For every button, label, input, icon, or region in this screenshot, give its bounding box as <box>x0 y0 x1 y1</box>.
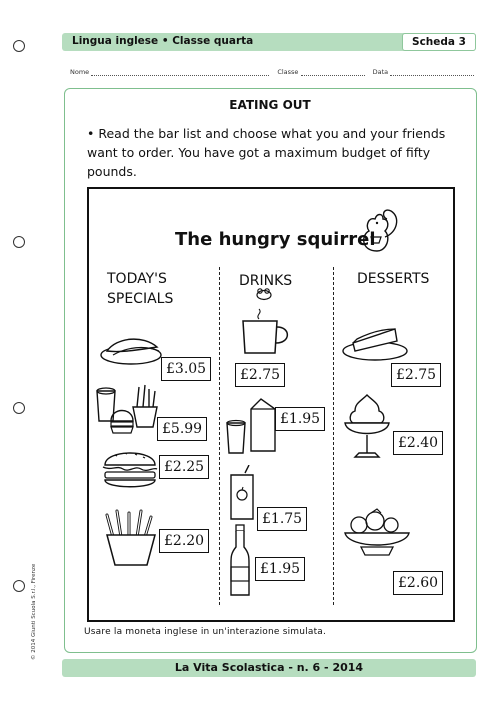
menu-title: The hungry squirrel <box>175 229 376 250</box>
magazine-footer: La Vita Scolastica - n. 6 - 2014 <box>62 659 476 677</box>
milk-carton-icon <box>223 395 279 457</box>
instruction-text: • Read the bar list and choose what you and your friends want to order. You have got a maximum budget of fifty pounds. <box>87 126 446 179</box>
student-fields <box>70 68 475 76</box>
pie-slice-icon <box>339 319 409 363</box>
binder-hole <box>13 402 25 414</box>
class-label: Classe <box>277 68 299 76</box>
date-label: Data <box>372 68 389 76</box>
desserts-heading: DESSERTS <box>357 271 430 287</box>
price-tag: £2.60 <box>393 571 443 595</box>
column-divider <box>333 267 334 605</box>
price-tag: £5.99 <box>157 417 207 441</box>
specials-heading-line1: TODAY'S <box>107 271 167 287</box>
price-tag: £1.95 <box>275 407 325 431</box>
burrito-icon <box>97 329 167 369</box>
name-label: Nome <box>70 68 90 76</box>
squirrel-icon <box>347 207 401 257</box>
header-bar <box>62 33 476 51</box>
burger-meal-icon <box>93 381 161 437</box>
fries-icon <box>103 507 159 567</box>
fruit-bowl-icon <box>341 507 413 559</box>
menu-board <box>87 187 455 622</box>
teacher-note: Usare la moneta inglese in un'interazione simulata. <box>84 627 327 637</box>
price-tag: £3.05 <box>161 357 211 381</box>
copyright-text: © 2014 Giunti Scuola S.r.l., Firenze <box>31 563 37 660</box>
name-field[interactable] <box>91 69 269 76</box>
price-tag: £2.20 <box>159 529 209 553</box>
binder-hole <box>13 580 25 592</box>
price-tag: £2.40 <box>393 431 443 455</box>
bottle-icon <box>229 523 251 597</box>
price-tag: £1.95 <box>255 557 305 581</box>
juice-box-icon <box>227 465 257 521</box>
price-tag: £2.75 <box>235 363 285 387</box>
column-divider <box>219 267 220 605</box>
subject-label: Lingua inglese • Classe quarta <box>72 35 254 47</box>
specials-heading <box>107 269 173 309</box>
sheet-number: Scheda 3 <box>402 33 476 51</box>
price-tag: £2.25 <box>159 455 209 479</box>
drinks-heading: DRINKS <box>239 273 293 289</box>
specials-heading-line2: SPECIALS <box>107 291 174 307</box>
date-field[interactable] <box>390 69 474 76</box>
sundae-icon <box>341 393 393 463</box>
price-tag: £1.75 <box>257 507 307 531</box>
class-field[interactable] <box>301 69 365 76</box>
price-tag: £2.75 <box>391 363 441 387</box>
coffee-mug-icon <box>237 307 293 357</box>
binder-hole <box>13 40 25 52</box>
burger-icon <box>101 447 159 491</box>
worksheet-title: EATING OUT <box>229 98 311 112</box>
binder-hole <box>13 236 25 248</box>
mouse-icon <box>252 287 276 301</box>
